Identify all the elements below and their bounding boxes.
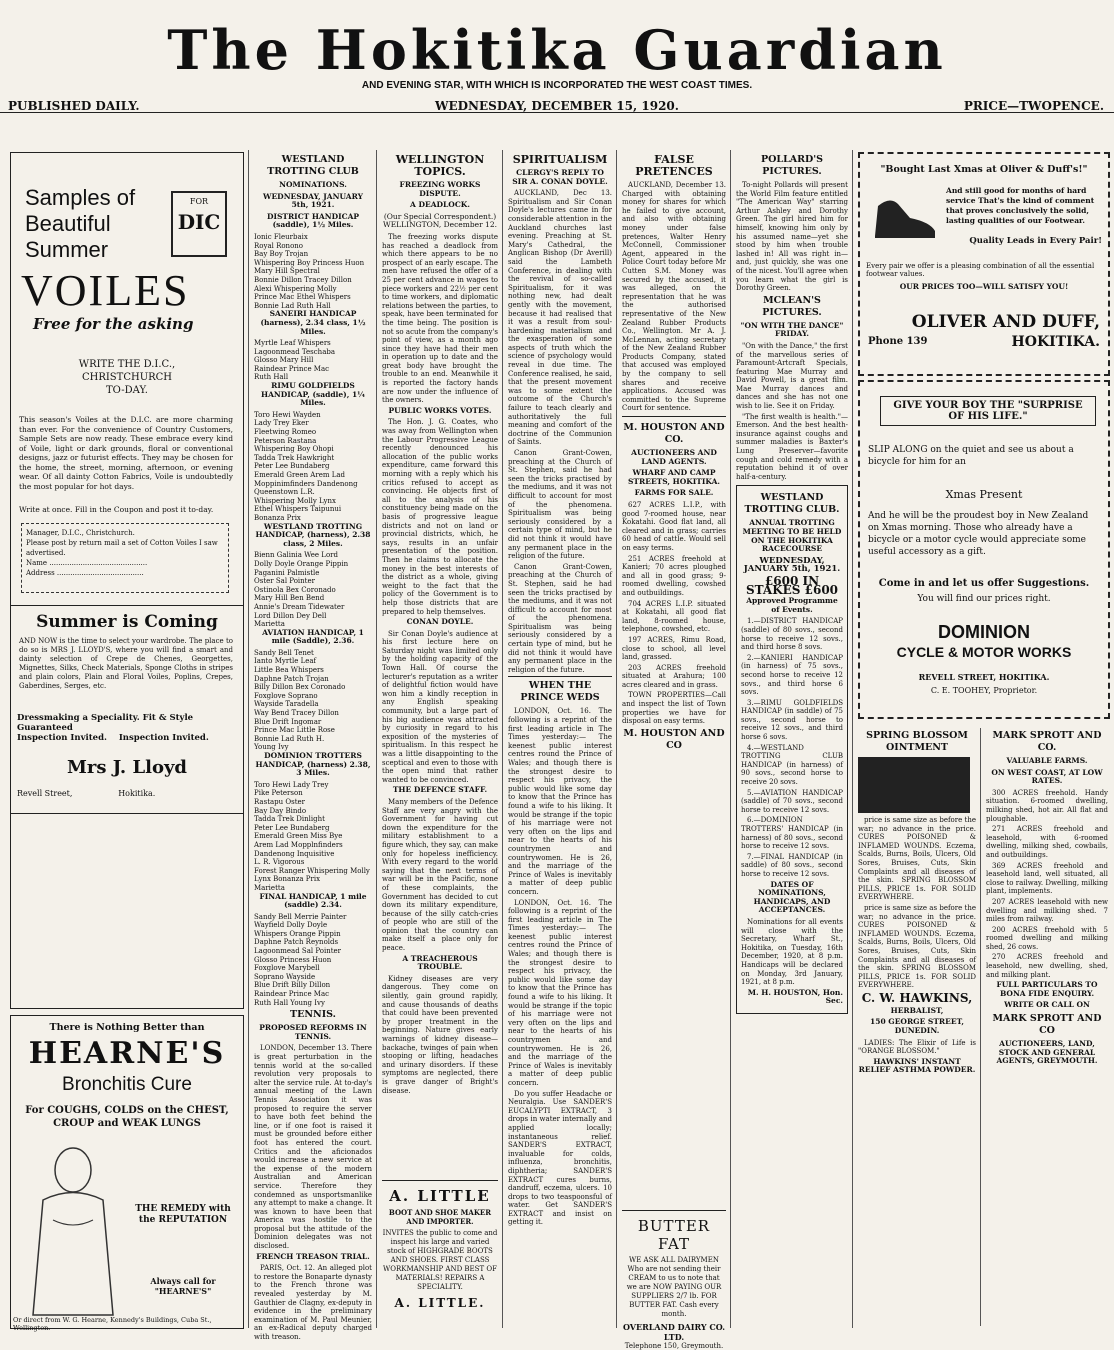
dic-logo — [171, 191, 227, 257]
race-3: RIMU GOLDFIELDS HANDICAP, (saddle), 1¼ Miles. — [260, 381, 365, 408]
dates-body: Nominations for all events will close with the Secretary, Wharf St., Hokitika, on Tuesday, 16th December, 1920, at 8 p.m. Handicaps will be declared on Monday, 3rd January, 1921, at 8 p.m. — [741, 917, 843, 987]
westland-ad-sub: ANNUAL TROTTING MEETING TO BE HELD ON THE HOKITIKA RACECOURSE — [742, 518, 842, 554]
tennis-sub: PROPOSED REFORMS IN TENNIS. — [259, 1023, 367, 1041]
sprott-address: AUCTIONEERS, LAND, STOCK AND GENERAL AGENTS, GREYMOUTH. — [996, 1039, 1098, 1066]
french-trial-body: PARIS, Oct. 12. An alleged plot to restore the Bonaparte dynasty to the French throne was revealed yesterday by M. Gauthier de Clagny, ex-deputy in evidence in the preliminary examination of M. Paul Meunier, an ex-Radical deputy charged with treason. — [254, 1264, 372, 1341]
mark-sprott-column — [986, 728, 1108, 1326]
ad-line-1: Samples of — [25, 185, 136, 210]
shoe-icon — [870, 186, 940, 246]
race-5: AVIATION HANDICAP, 1 mile (Saddle), 2.36. — [262, 627, 364, 646]
oliver-prices: OUR PRICES TOO—WILL SATISFY YOU! — [899, 282, 1069, 291]
event-2: 2.—KANIERI HANDICAP (in harness) of 75 sovs., second horse to receive 12 sovs., and third horse 6 sovs. — [741, 653, 843, 697]
defence-sub: THE DEFENCE STAFF. — [392, 785, 488, 795]
baxter-body: "The first wealth is health."—Emerson. And the best health-insurance against coughs and summer maladies is Baxter's Lung Preserver—favorite cough and cold remedy with a reputation behind it of over half-a-century. — [736, 412, 848, 481]
freezing-sub: FREEZING WORKS DISPUTE. — [399, 180, 481, 198]
entries-3: Toro Hewi Wayden Lady Trey Eker Fleetwing Romeo Peterson Rastana Whispering Boy Ohopi Tadda Trek Hawkright Peter Lee Bundaberg Emerald Green Arem Lad Moppinimfinders Dandenong Queenstown L.R. Whispering Molly Lynx Ethel Whispers Taipunui Bonanza Prix — [254, 410, 358, 522]
sanders-ad: Do you suffer Headache or Neuralgia. Use SANDER'S EUCALYPTI EXTRACT, 3 drops in water internally and applied locally; instantaneous relief. SANDER'S EXTRACT, invaluable for colds, influenza, bronchitis, diphtheria; SANDER'S EXTRACT cures burns, dandruff, eczema, ulcers. 10 drops to two teaspoonsful of water. Get SANDER'S EXTRACT and insist on getting it. — [508, 1089, 612, 1227]
column-false-pretences — [622, 152, 726, 1327]
entries-7: Sandy Bell Merrie Painter Wayfield Dolly Doyle Whispers Orange Pippin Daphne Patch Reynolds Lagoonmead Sal Pointer Glosso Princess Huon Foxglove Marybell Soprano Wayside Blue Drift Billy Dillon Raindear Prince Mac Ruth Hall Young Ivy — [254, 912, 347, 1007]
trotting-heading: WESTLAND TROTTING CLUB — [267, 154, 359, 177]
hearnes-figure — [23, 1140, 123, 1320]
hearnes-top: There is Nothing Better than — [49, 1022, 205, 1033]
coupon-box: Manager, D.I.C., Christchurch. Please post by return mail a set of Cotton Voiles I saw advertised. Name ............................................ Address ....................................... — [21, 523, 229, 593]
hearnes-ad — [10, 1015, 244, 1332]
prince-body: LONDON, Oct. 16. The following is a reprint of the first leading article in The Times yesterday:— The keenest public interest centres round the Prince of Wales; and though there is the strongest desire to respect his privacy, the public would like some day to know that the Prince has found a wife to his liking. It would be strange if the topic of his marriage were not very often on the lips and near to the hearts of his countrymen and countrywomen. He is 26, and the marriage of the Prince of Wales is inevitably a matter of deep public concern. — [508, 707, 612, 896]
cycle-name-2: CYCLE & MOTOR WORKS — [896, 644, 1072, 660]
hawkins-addr: 150 GEORGE STREET, DUNEDIN. — [870, 1017, 964, 1036]
westland-ad-heading: WESTLAND TROTTING CLUB. — [744, 492, 840, 516]
sprott-farm-6: 270 ACRES freehold and leasehold, new dwelling, shed, and milking plant. — [986, 953, 1108, 979]
race-7: FINAL HANDICAP, 1 mile (saddle) 2.34. — [259, 891, 367, 910]
trotting-date: WEDNESDAY, JANUARY 5th, 1921. — [263, 191, 363, 210]
dic-logo-for: FOR — [189, 197, 209, 206]
wellington-body-2: The Hon. J. G. Coates, who was away from Wellington when the Labour Progressive League recently denounced his allocation of the public works expenditure, came forward this morning with a reply which his critics refused to accept as convincing. He objects first of all to the analysis of his constituency being made on the basis of progressive league districts and not on land or provincial districts, which, he says, results in an unfair presentation of the position. Then he claims to allocate the money in the best interests of the district as a whole, giving weight to the fact that the policy of the Government is to help those districts that are prepared to help themselves. — [382, 418, 498, 616]
wellington-body-5: Kidney diseases are very dangerous. They come on silently, gain ground rapidly, and cause thousands of deaths that could have been prevented by proper treatment in the beginning. Nature gives early warnings of kidney disease—backache, twinges of pain when stooping or lifting, headaches and urinary disorders. If these symptoms are neglected, there is grave danger of Bright's disease. — [382, 974, 498, 1095]
column-rule — [730, 150, 731, 1328]
free-tagline: Free for the asking — [33, 315, 194, 333]
sprott-full-particulars: FULL PARTICULARS TO BONA FIDE ENQUIRY. — [996, 980, 1098, 998]
entries-1: Ionic Fleurbaix Royal Ronono Bay Boy Trojan Whispering Boy Princess Huon Mary Hill Spectral Bonnie Dillon Tracey Dillon Alexi Whispering Molly Prince Mac Ethel Whispers Bonnie Lad Ruth Hall — [254, 232, 365, 310]
butter-fat-ad — [622, 1210, 726, 1350]
cycle-come: Come in and let us offer Suggestions. — [878, 578, 1090, 589]
sprott-sub-2: ON WEST COAST, AT LOW RATES. — [991, 767, 1103, 786]
coupon-please: Please post by return mail a set of Cotton Voiles I saw advertised. — [26, 539, 218, 557]
prince-heading: WHEN THE PRINCE WEDS — [508, 676, 612, 704]
hawkins-sub: HERBALIST, — [890, 1005, 944, 1015]
houston-heading: M. HOUSTON AND CO. — [623, 422, 725, 446]
cycle-name-1: DOMINION — [938, 622, 1030, 642]
spiritualism-body-2: Canon Grant-Cowen, preaching at the Church of St. Stephen, said he had seen the tricks practised by the mediums, and it was not difficult to account for most of the phenomena. Spiritualism was being seriously considered by a certain type of mind, but he did not think it would have any permanent place in the religion of the future. — [508, 449, 612, 561]
butter-fat-heading: BUTTER FAT — [637, 1217, 711, 1253]
column-rule — [376, 150, 377, 1328]
column-rule — [248, 150, 249, 1328]
column-rule — [852, 150, 853, 1328]
oliver-title: "Bought Last Xmas at Oliver & Duff's!" — [880, 164, 1088, 175]
deadlock-sub: A DEADLOCK. — [410, 200, 470, 210]
dic-logo-text: DIC — [177, 210, 221, 234]
mcleans-body: "On with the Dance," the first of the marvellous series of Paramount-Artcraft Specials, featuring Mae Murray and David Powell, is a great film. Mae Murray dances and dances and she has not one wish to lie. See it on Friday. — [736, 341, 848, 411]
race-6: DOMINION TROTTERS HANDICAP, (harness) 2.38, 3 Miles. — [255, 751, 371, 778]
column-rule — [616, 150, 617, 1328]
wellington-heading: WELLINGTON TOPICS. — [395, 153, 485, 178]
little-ad — [382, 1180, 498, 1327]
cycle-body-1: SLIP ALONG on the quiet and see us about a bicycle for him for an — [868, 445, 1074, 467]
hearnes-remedy: THE REMEDY with the REPUTATION — [135, 1204, 231, 1225]
butter-fat-body: WE ASK ALL DAIRYMEN Who are not sending their CREAM to us to note that we are NOW PAYING OUR SUPPLIERS 2/7 lb. FOR BUTTER FAT. Cash every month. — [626, 1256, 722, 1318]
coupon-name-label: Name — [26, 559, 48, 567]
wellington-body-3: Sir Conan Doyle's audience at his first lecture here on Saturday night was limited only by the holding capacity of the Town Hall. Of course the lecturer's reputation as a writer of delightful fiction would have won him a kindly reception in any English speaking community, but a large part of his big audience was attracted by curiosity in regard to his exposition of the mysteries of spiritualism. In this respect he was a little disappointing to the sceptical and even to those with the open mind that rather wanted to be convinced. — [382, 629, 498, 784]
cycle-body-2: And he will be the proudest boy in New Zealand on Xmas morning. Those who already have a bicycle or a motor cycle would appreciate some useful accessory as a gift. — [868, 511, 1089, 557]
farms-for-sale: FARMS FOR SALE. — [634, 488, 714, 498]
masthead-subtitle: AND EVENING STAR, WITH WHICH IS INCORPORATED THE WEST COAST TIMES. — [361, 80, 753, 91]
treacherous-sub: A TREACHEROUS TROUBLE. — [402, 953, 478, 972]
dominion-cycle-ad — [858, 380, 1110, 719]
sprott-write: WRITE OR CALL ON — [1004, 1000, 1090, 1010]
event-3: 3.—RIMU GOLDFIELDS HANDICAP (in saddle) of 75 sovs., second horse to receive 12 sovs., and third horse 6 sovs. — [741, 698, 843, 742]
conan-sub: CONAN DOYLE. — [406, 617, 474, 627]
dates-heading: DATES OF NOMINATIONS, HANDICAPS, AND ACCEPTANCES. — [753, 879, 831, 915]
tennis-heading: TENNIS. — [290, 1009, 336, 1021]
ladies-elixir: LADIES: The Elixir of Life is "ORANGE BLOSSOM." — [858, 1038, 976, 1056]
houston-addr: WHARF AND CAMP STREETS, HOKITIKA. — [628, 468, 720, 486]
entries-4: Bienn Galinia Wee Lord Dolly Doyle Orange Pippin Paganini Palmistle Oster Sal Pointer Ostinola Bex Coronado Mary Hill Ben Bend Annie's Dream Tidewater Lord Dillon Dey Dell Marietta — [254, 551, 349, 629]
sprott-farm-2: 271 ACRES freehold and leasehold, with 6-roomed dwelling, milking shed, cowbails, and outbuildings. — [986, 825, 1108, 859]
price: PRICE—TWOPENCE. — [963, 99, 1104, 113]
hon-sec: M. H. HOUSTON, Hon. Sec. — [747, 987, 843, 1006]
ad-line-3: Summer — [25, 237, 109, 262]
westland-ad-date: WEDNESDAY, JANUARY 5th, 1921. — [743, 555, 841, 575]
cycle-heading: GIVE YOUR BOY THE "SURPRISE OF HIS LIFE." — [880, 396, 1096, 426]
oliver-phone: Phone 139 — [868, 336, 928, 347]
asthma-powder: HAWKINS' INSTANT RELIEF ASTHMA POWDER. — [858, 1056, 976, 1075]
ointment-image — [858, 757, 970, 813]
stakes: £600 IN STAKES £600 — [745, 573, 839, 597]
farm-3: 704 ACRES L.I.P. situated at Kokatahi, all good flat land, 8-roomed house, telephone, cowshed, etc. — [622, 599, 726, 634]
column-wellington — [382, 152, 498, 1327]
prince-body-b: LONDON, Oct. 16. The following is a reprint of the first leading article in The Times yesterday:— The keenest public interest centres round the Prince of Wales; and though there is the strongest desire to respect his privacy, the public would like some day to know that the Prince has found a wife to his liking. It would be strange if the topic of his marriage were not very often on the lips and near to the hearts of his countrymen and countrywomen. He is 26, and the marriage of the Prince of Wales is inevitably a matter of deep public concern. — [508, 898, 612, 1087]
oliver-name: OLIVER AND DUFF, — [911, 312, 1100, 332]
cycle-xmas: Xmas Present — [945, 488, 1023, 501]
false-pretences-body: AUCKLAND, December 13. Charged with obtaining money for shares for which he failed to give account, and also with obtaining money under false pretences, Walter Henry McConnell, Commissioner Agent, appeared in the Police Court today before Mr Cutten S.M. Money was secured by the accused, it was alleged, on the representation that he was the authorised representative of the New Zealand Rubber Products Co., Wellington. Mr A. J. McLennan, acting secretary of the New Zealand Rubber Products Company, stated that accused was employed by the company to sell shares and receive applications. Accused was committed to the Supreme Court for sentence. — [622, 181, 726, 413]
sprott-farm-1: 300 ACRES freehold. Handy situation. 6-roomed dwelling, milking shed, hot air. All flat and ploughable. — [986, 788, 1108, 823]
hearnes-always: Always call for "HEARNE'S" — [150, 1276, 216, 1296]
oliver-town: HOKITIKA. — [1011, 334, 1100, 350]
coupon-manager: Manager, D.I.C., Christchurch. — [26, 529, 135, 537]
spiritualism-heading: SPIRITUALISM — [512, 153, 608, 166]
divider — [11, 813, 243, 814]
public-works-sub: PUBLIC WORKS VOTES. — [388, 405, 492, 415]
column-pictures — [736, 152, 848, 1327]
voiles-body: This season's Voiles at the D.I.C. are more charming than ever. For the convenience of Country Customers, Sample Sets are now ready. These embrace every kind of Voile, light or dark grounds, floral or conventional designs, jazz or futurist effects. They may be chosen for the home, the street, morning, afternoon, or evening wear. Of all dainty Cotton Fabrics, Voile is undoubtedly the most popular for hot days. — [19, 415, 233, 491]
voiles-placeholder-art — [41, 833, 211, 983]
ointment-column — [858, 728, 976, 1326]
ointment-heading: SPRING BLOSSOM OINTMENT — [866, 730, 968, 753]
event-1: 1.—DISTRICT HANDICAP (saddle) of 80 sovs., second horse to receive 12 sovs., and third horse 8 sovs. — [741, 617, 843, 652]
spiritualism-body-2b: Canon Grant-Cowen, preaching at the Church of St. Stephen, said he had seen the tricks practised by the mediums, and it was not difficult to account for most of the phenomena. Spiritualism was being seriously considered by a certain type of mind, but he did not think it would have any permanent place in the religion of the future. — [508, 562, 612, 674]
event-4: 4.—WESTLAND TROTTING CLUB HANDICAP (in harness) of 90 sovs., second horse to receive 20 sovs. — [741, 743, 843, 787]
farm-1: 627 ACRES L.I.P., with good 7-roomed house, near Kokatahi. Good flat land, all cleared and in grass; carries 60 head of cattle. Would sell on easy terms. — [622, 501, 726, 552]
ointment-body: price is same size as before the war; no advance in the price. CURES POISONED & INFLAMED WOUNDS. Eczema, Scalds, Burns, Boils, Ulcers, Old Sores, Bruises, Cuts, Skin Complaints and all diseases of the skin. SPRING BLOSSOM PILLS, PRICE 1s. FOR SOLID EVERYWHERE. — [858, 816, 976, 902]
cycle-proprietor: C. E. TOOHEY, Proprietor. — [930, 686, 1038, 695]
coupon-address-label: Address — [26, 569, 55, 577]
sprott-name: MARK SPROTT AND CO — [992, 1013, 1102, 1037]
oliver-body-2: Every pair we offer is a pleasing combination of all the essential footwear values. — [866, 262, 1095, 278]
sprott-farm-3: 369 ACRES freehold and leasehold land, well situated, all close to railway. Dwelling, milking plant, implements. — [986, 861, 1108, 896]
false-pretences-heading: FALSE PRETENCES — [635, 153, 713, 178]
column-rule — [980, 728, 981, 1326]
entries-6: Toro Hewi Lady Trey Pike Peterson Rastapu Oster Bay Day Bindo Tadda Trek Dinlight Peter Lee Bundaberg Emerald Green Miss Bye Arem Lad Mopplnfinders Dandenong Inquisitive L. R. Vigorous Forest Ranger Whispering Molly Lynx Bonanza Prix Marietta — [254, 780, 370, 892]
spiritualism-body-1: AUCKLAND, Dec 13. Spiritualism and Sir Conan Doyle's lectures came in for considerable attention in the Auckland churches last evening. Preaching at St. Mary's Cathedral, the Anglican Bishop (Dr Averill) said the Lambeth Conference, in dealing with the revival of so-called Spiritualism, for it was nothing new, had dealt gently with the movement, because it had realised that it was a result from soul-hardening materialism and the exasperation of some aspects of truth which the science of psychology would reveal in due time. The Conference realised, he said, that the present movement was to some extent the outcome of the Church's failure to teach clearly and authoritatively the full meaning and comfort of the doctrine of the Communion of Saints. — [508, 189, 612, 447]
oliver-duff-ad — [858, 152, 1110, 376]
hearnes-for: For COUGHS, COLDS on the CHEST, CROUP and WEAK LUNGS — [25, 1105, 229, 1129]
farm-5: 203 ACRES freehold situated at Arahura; 100 acres cleared and in grass. — [622, 663, 726, 689]
event-7: 7.—FINAL HANDICAP (in saddle) of 80 sovs., second horse to receive 12 sovs. — [741, 852, 843, 878]
little-foot: A. LITTLE. — [394, 1296, 486, 1310]
houston-foot: M. HOUSTON AND CO — [623, 727, 725, 751]
little-body: INVITES the public to come and inspect his large and varied stock of HIGHGRADE BOOTS AND SHOES. FIRST CLASS WORKMANSHIP AND BEST OF MATERIALS! REPAIRS A SPECIALITY. — [382, 1229, 498, 1291]
wellington-dateline: (Our Special Correspondent.) WELLINGTON, December 12. — [382, 211, 497, 230]
race-2: SANEIRI HANDICAP (harness), 2.34 class, 1½ Miles. — [260, 309, 366, 336]
column-spiritualism — [508, 152, 612, 1327]
westland-trotting-ad — [736, 485, 848, 1013]
inspection: Inspection Invited. Inspection Invited. — [17, 733, 209, 743]
clergy-sub: CLERGY'S REPLY TO SIR A. CONAN DOYLE. — [512, 168, 608, 186]
dressmaking: Dressmaking a Speciality. Fit & Style Guaranteed — [17, 713, 194, 733]
today: TO-DAY. — [106, 385, 148, 396]
race-4: WESTLAND TROTTING HANDICAP, (harness), 2.38 class, 2 Miles. — [255, 521, 371, 548]
published-daily: PUBLISHED DAILY. — [8, 99, 140, 113]
voiles-heading: VOILES — [21, 266, 190, 315]
french-trial: FRENCH TREASON TRIAL. — [256, 1251, 370, 1261]
write-dic: WRITE THE D.I.C., — [78, 359, 176, 370]
farm-4: 197 ACRES, Rimu Road, close to school, all level land, grassed. — [622, 635, 726, 662]
houston-ad — [622, 416, 726, 752]
hawkins-name: C. W. HAWKINS, — [861, 990, 973, 1005]
tennis-body: LONDON, December 13. There is great perturbation in the tennis world at the so-called revolution very proposals to alter the service rule. At to-day's annual meeting of the Lawn Tennis Association it was proposed to require the server to have both feet behind the line, or if one foot is raised it must be grounded before either foot has entered the court. Critics and the aficionados would increase a new service at the expense of the modern Australian and American service. Therefore they condemned as unsportsmanlike any attempt to make a change. It was known to have been that America was hostile to the proposal but the attitude of the Dominion delegates was not disclosed. — [254, 1044, 372, 1251]
pollards-body: To-night Pollards will present the World Film feature entitled "The American Way" starring Arthur Ashley and Dorothy Green. The girl hired him for himself, knowing him only by his assumed name—yet she stood by him when trouble lashed in! All was right in—and, just quickly, she was one of the nicest. You'll agree when you learn what the girl is Dorothy Green. — [736, 181, 848, 293]
revell-street: Revell Street, Hokitika. — [17, 789, 156, 798]
oliver-body-1: And still good for months of hard service That's the kind of comment that proves conclusively the solid, lasting qualities of our Footwear. — [946, 186, 1095, 225]
approved-programme: Approved Programme of Events. — [746, 596, 838, 614]
summer-body: AND NOW is the time to select your wardrobe. The place to do so is MRS J. LLOYD'S, where you will find a smart and dainty selection of Crepe de Chenes, Georgettes, Mignettes, Silks, Check Materials, Sponge Cloths in stripes and plain colors, Plain and Floral Voiles, Poplins, Crepes, Gaberdines, Serges, etc. — [19, 637, 233, 690]
summer-heading: Summer is Coming — [11, 605, 243, 632]
column-trotting — [254, 152, 372, 1341]
issue-date: WEDNESDAY, DECEMBER 15, 1920. — [435, 99, 679, 113]
sprott-sub: VALUABLE FARMS. — [1006, 756, 1088, 765]
event-5: 5.—AVIATION HANDICAP (saddle) of 70 sovs., second horse to receive 12 sovs. — [741, 788, 843, 814]
mrs-lloyd: Mrs J. Lloyd — [66, 757, 187, 778]
town-properties: TOWN PROPERTIES—Call and inspect the list of Town properties we have for disposal on easy terms. — [622, 691, 726, 726]
ointment-body-b: price is same size as before the war; no advance in the price. CURES POISONED & INFLAMED WOUNDS. Eczema, Scalds, Burns, Boils, Ulcers, Old Sores, Bruises, Cuts, Skin Complaints and all diseases of the skin. SPRING BLOSSOM PILLS, PRICE 1s. FOR SOLID EVERYWHERE. — [858, 903, 976, 990]
hearnes-foot: Or direct from W. G. Hearne, Kennedy's Buildings, Cuba St., Wellington. — [13, 1316, 212, 1332]
coupon-note: Write at once. Fill in the Coupon and post it to-day. — [19, 505, 214, 514]
little-sub: BOOT AND SHOE MAKER AND IMPORTER. — [388, 1208, 492, 1226]
entries-5: Sandy Bell Tenet Ianto Myrtle Leaf Little Bea Whispers Daphne Patch Trojan Billy Dillon Bex Coronado Foxglove Soprano Wayside Taradella Way Bend Tracey Dillon Blue Drift Ingomar Prince Mac Little Rose Bonnie Lad Ruth H. Young Ivy — [254, 648, 346, 752]
newspaper-title: The Hokitika Guardian — [167, 18, 947, 82]
race-1: DISTRICT HANDICAP (saddle), 1½ Miles. — [266, 211, 360, 230]
mcleans-heading: MCLEAN'S PICTURES. — [762, 294, 822, 318]
hearnes-name: HEARNE'S — [28, 1036, 226, 1071]
overland-dairy: OVERLAND DAIRY CO. LTD. — [622, 1322, 726, 1342]
houston-sub: AUCTIONEERS AND LAND AGENTS. — [631, 448, 717, 466]
event-6: 6.—DOMINION TROTTERS' HANDICAP (in harness) of 80 sovs., second horse to receive 12 sovs. — [741, 816, 843, 851]
sprott-farm-5: 200 ACRES freehold with 5 roomed dwelling and milking shed, 26 cows. — [986, 925, 1108, 951]
sprott-heading: MARK SPROTT AND CO. — [992, 730, 1102, 753]
wellington-body-1: The freezing works dispute has reached a deadlock from which there appears to be no prospect of an early escape. The men have refused the offer of a 25 per cent advance in wages to piece workers and 22½ per cent to time workers, and diplomatic relations between the parties, to speak, have been terminated for the time being. The position is not so acute from the company's point of view, as a month ago since they have had their men in operation up to date and the great body have brought the trouble to an end. Meanwhile it is reported the factory hands are now under the influence of the owners. — [382, 232, 498, 405]
dairy-phone: Telephone 150, Greymouth. — [624, 1342, 724, 1350]
christchurch: CHRISTCHURCH — [81, 372, 173, 383]
farm-2: 251 ACRES freehold at Kanieri; 70 acres ploughed and all in good grass; 9-roomed dwelling, cowshed and outbuildings. — [622, 554, 726, 597]
cycle-prices: You will find our prices right. — [917, 594, 1051, 604]
on-with-dance: "ON WITH THE DANCE" FRIDAY. — [740, 320, 844, 339]
oliver-quality: Quality Leads in Every Pair! — [969, 236, 1102, 246]
ad-line-2: Beautiful — [25, 211, 111, 236]
entries-2: Myrtle Leaf Whispers Lagoonmead Teschaba Glosso Mary Hill Raindear Prince Mac Ruth Hall — [254, 339, 336, 382]
wellington-body-4: Many members of the Defence Staff are very angry with the Government for having cut down the expenditure for the military establishment to a figure which, they say, can make only for hopeless inefficiency. With every regard to the world saying that the next terms of war will be in the Pacific, none of these complaints, the Government has decided to cut down its military expenditure, because of the silly catch-cries of people who are still of the opinion that the country can make itself a place only for peace. — [382, 797, 498, 953]
nominations: NOMINATIONS. — [279, 180, 347, 189]
little-heading: A. LITTLE — [389, 1187, 491, 1205]
hearnes-cure: Bronchitis Cure — [62, 1074, 192, 1095]
cycle-address: REVELL STREET, HOKITIKA. — [918, 672, 1050, 682]
column-rule — [502, 150, 503, 1328]
dic-voiles-ad — [10, 152, 244, 1009]
sprott-farm-4: 207 ACRES leasehold with new dwelling and milking shed. 7 miles from railway. — [986, 897, 1108, 924]
pollards-heading: POLLARD'S PICTURES. — [760, 154, 824, 177]
